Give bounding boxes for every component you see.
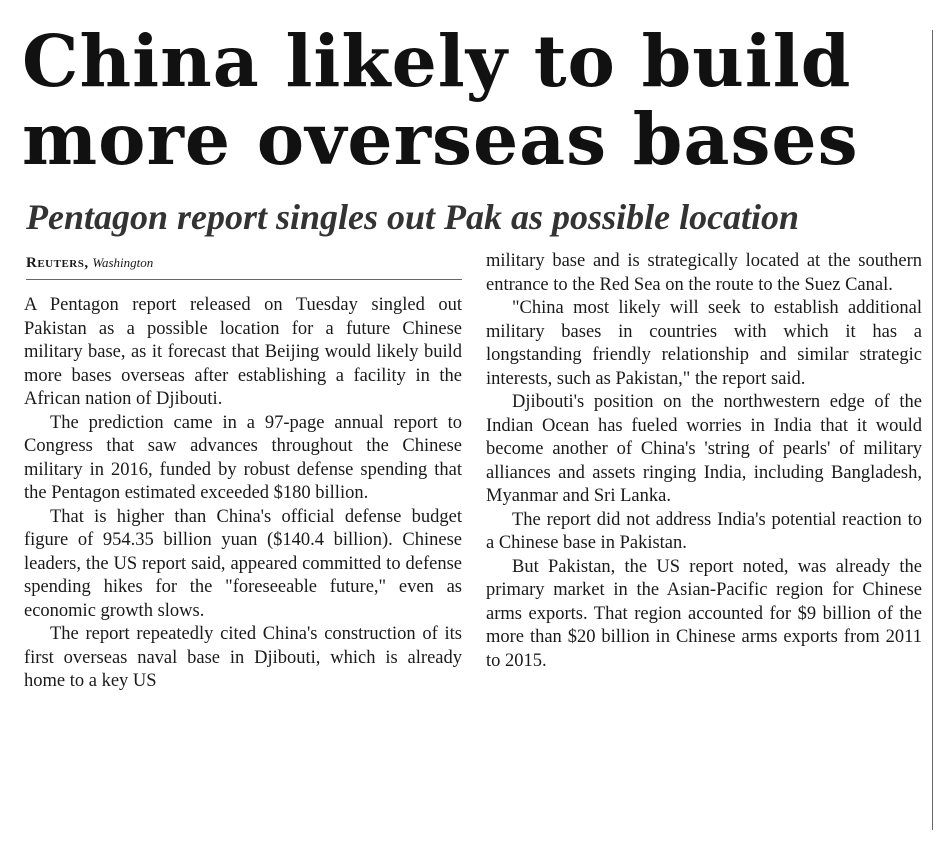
paragraph: The report repeatedly cited China's construction of its first overseas naval base in Djibouti, which is already home to a key US xyxy=(24,624,462,691)
byline-agency: Reuters, xyxy=(26,255,89,271)
subheadline: Pentagon report singles out Pak as possible location xyxy=(26,197,800,237)
paragraph: The prediction came in a 97-page annual report to Congress that saw advances throughout the Chinese military in 2016, funded by robust defense spending that the Pentagon estimated exceeded $180 billion. xyxy=(24,412,462,503)
paragraph: That is higher than China's official defense budget figure of 954.35 billion yuan ($140.4 billion). Chinese leaders, the US report said, appeared committed to defense spending hikes for the "foreseeable future," even as economic growth slows. xyxy=(24,506,462,621)
column-divider xyxy=(26,279,462,280)
byline-location: Washington xyxy=(92,255,154,270)
paragraph: Djibouti's position on the northwestern edge of the Indian Ocean has fueled worries in India that it would become another of China's 'string of pearls' of military alliances and assets ringing India, including Bangladesh, Myanmar and Sri Lanka. xyxy=(486,392,922,506)
paragraph: "China most likely will seek to establish additional military bases in countries with which it has a longstanding friendly relationship and similar strategic interests, such as Pakistan," the report said. xyxy=(486,298,922,389)
byline xyxy=(26,255,153,272)
headline: China likely to build more overseas bases xyxy=(22,19,859,181)
article-column-1 xyxy=(24,294,462,694)
paragraph: military base and is strategically located at the southern entrance to the Red Sea on the route to the Suez Canal. xyxy=(486,251,922,295)
page-edge-rule xyxy=(932,30,933,830)
paragraph: A Pentagon report released on Tuesday singled out Pakistan as a possible location for a future Chinese military base, as it forecast that Beijing would likely build more bases overseas after establishing a facility in the African nation of Djibouti. xyxy=(24,295,462,409)
paragraph: The report did not address India's potential reaction to a Chinese base in Pakistan. xyxy=(486,509,922,553)
paragraph: But Pakistan, the US report noted, was already the primary market in the Asian-Pacific region for Chinese arms exports. That region accounted for $9 billion of the more than $20 billion in Chinese arms exports from 2011 to 2015. xyxy=(486,556,922,671)
article-column-2 xyxy=(486,250,922,673)
